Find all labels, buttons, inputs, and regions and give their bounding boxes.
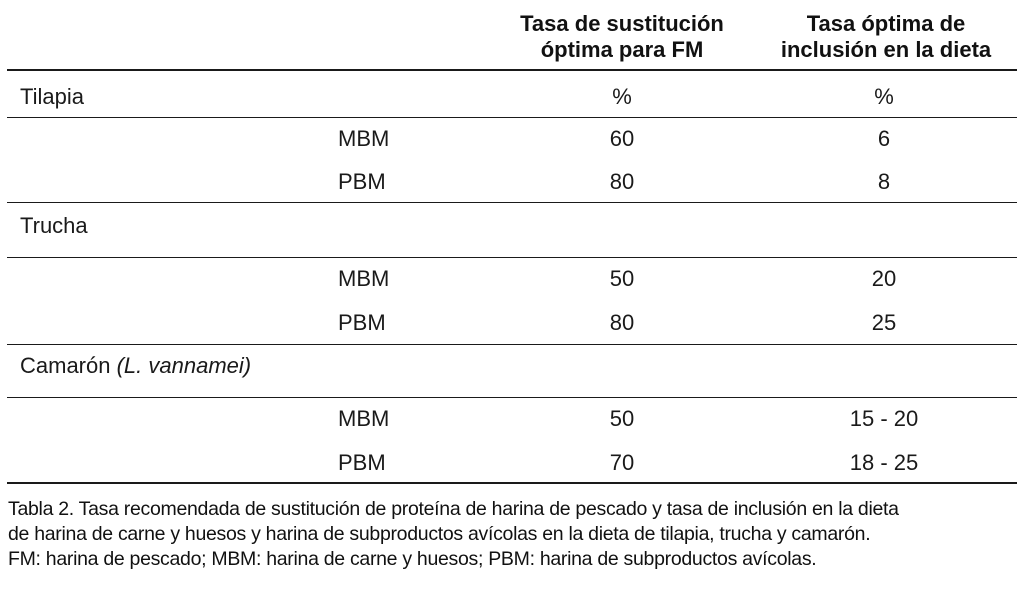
row-ingredient: MBM: [338, 406, 390, 431]
header-substitution-rate: [494, 11, 750, 63]
header-substitution-line1: Tasa de sustitución: [520, 11, 724, 36]
row-inclusion-value: 8: [877, 169, 891, 194]
group-rule: [7, 257, 1017, 258]
row-substitution-value: 50: [609, 266, 635, 291]
group-rule: [7, 397, 1017, 398]
group-label-trucha: Trucha: [20, 213, 88, 238]
header-inclusion-line2: inclusión en la dieta: [780, 37, 992, 62]
header-inclusion-line1: Tasa óptima de: [806, 11, 966, 36]
row-substitution-value: 80: [609, 310, 635, 335]
table-bottom-rule: [7, 482, 1017, 484]
row-substitution-value: 60: [609, 126, 635, 151]
unit-inclusion: %: [874, 84, 894, 109]
row-substitution-value: 80: [609, 169, 635, 194]
row-inclusion-value: 25: [871, 310, 897, 335]
row-substitution-value: 70: [609, 450, 635, 475]
caption-line-1: [8, 497, 1018, 522]
group-name: Camarón: [20, 353, 117, 378]
group-separator: [7, 202, 1017, 203]
group-rule: [7, 117, 1017, 118]
row-ingredient: MBM: [338, 126, 390, 151]
row-ingredient: MBM: [338, 266, 390, 291]
header-inclusion-rate: [758, 11, 1014, 63]
group-label-tilapia: Tilapia: [20, 84, 84, 109]
row-ingredient: PBM: [338, 169, 386, 194]
header-substitution-line2: óptima para FM: [540, 37, 704, 62]
unit-substitution: %: [612, 84, 632, 109]
caption-line-2: de harina de carne y huesos y harina de subproductos avícolas en la dieta de tilapia, trucha y camarón.: [8, 523, 871, 545]
row-inclusion-value: 20: [871, 266, 897, 291]
row-inclusion-value: 18 - 25: [849, 450, 919, 475]
row-ingredient: PBM: [338, 450, 386, 475]
group-separator: [7, 344, 1017, 345]
caption-label: Tabla 2.: [8, 498, 74, 520]
row-inclusion-value: 6: [877, 126, 891, 151]
row-inclusion-value: 15 - 20: [849, 406, 919, 431]
table-caption: [8, 497, 1018, 572]
row-substitution-value: 50: [609, 406, 635, 431]
row-ingredient: PBM: [338, 310, 386, 335]
species-name: (L. vannamei): [116, 353, 252, 378]
caption-line-3: FM: harina de pescado; MBM: harina de carne y huesos; PBM: harina de subproductos avícolas.: [8, 548, 817, 570]
group-label-camaron: [20, 353, 251, 379]
header-rule: [7, 69, 1017, 71]
caption-text-1: Tasa recomendada de sustitución de proteína de harina de pescado y tasa de inclusión en la dieta: [73, 498, 899, 520]
